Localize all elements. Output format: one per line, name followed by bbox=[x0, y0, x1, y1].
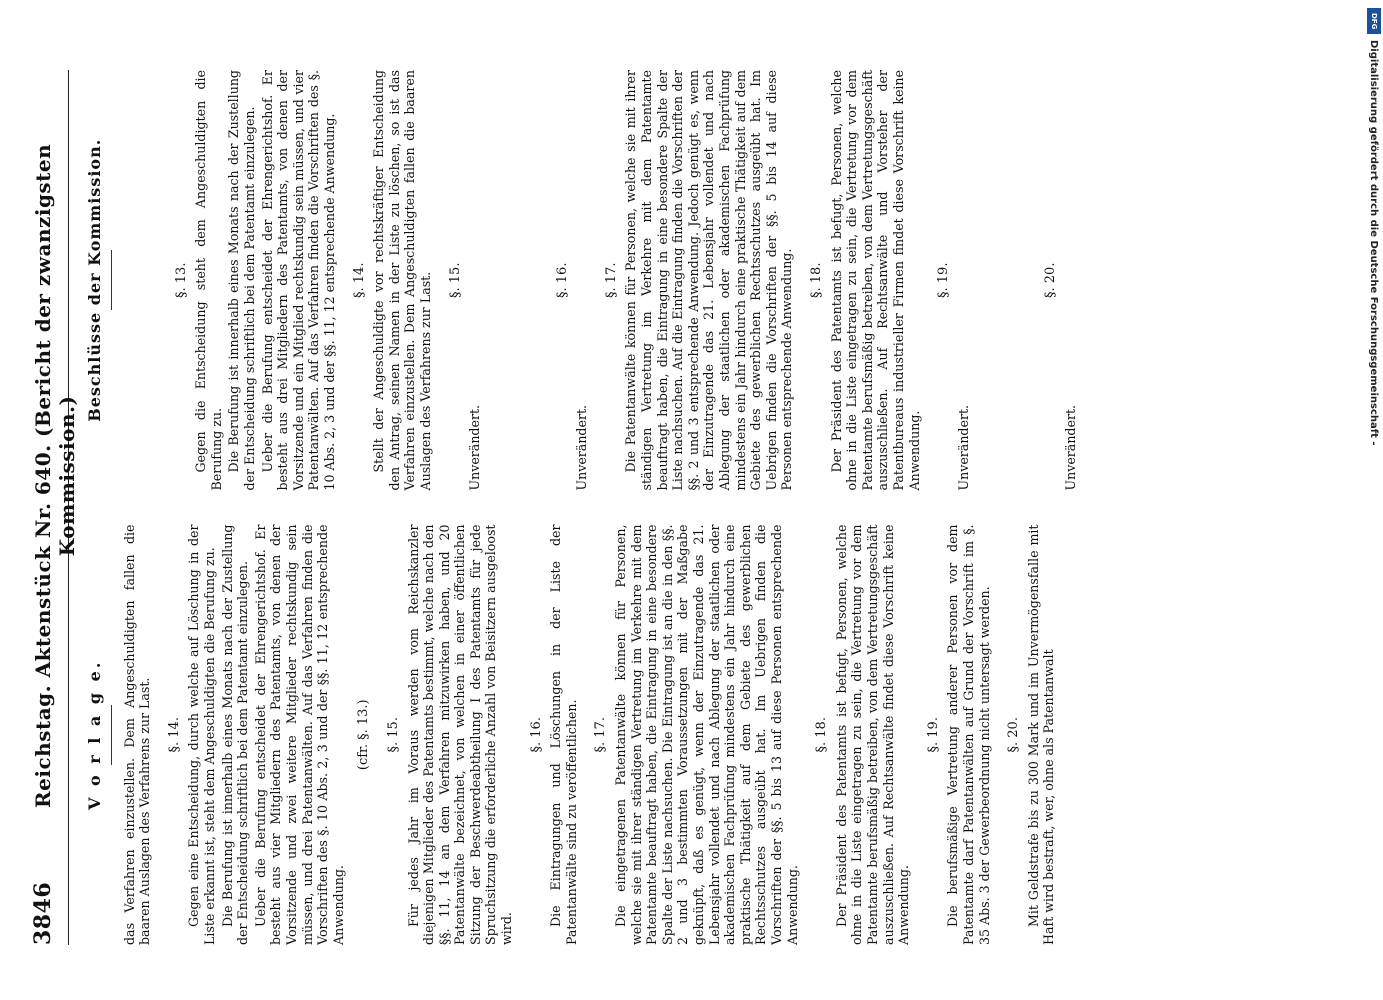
section-title: §. 13. bbox=[173, 262, 189, 298]
page-number: 3846 bbox=[30, 881, 56, 945]
column-heading-beschluesse: Beschlüsse der Kommission. bbox=[85, 138, 104, 422]
section-title: §. 14. bbox=[166, 717, 182, 753]
running-title: Reichstag. Aktenstück Nr. 640. (Bericht der zwanzigsten Kommission.) bbox=[31, 143, 79, 808]
paragraph: Die Patentanwälte können für Personen, welche sie mit ihrer ständigen Vertretung im Verkehre mit dem Patentamte beauftragt haben, die Eintragung in eine besondere Spalte der Liste nachsuchen. Auf die Eintragung finden die Vorschriften der §§. 2 und 3 entsprechende Anwendung. Jedoch genügt es, wenn der Einzutragende das 21. Lebensjahr vollendet und nach Ablegung der staatlichen oder akademischen Fachprüfung mindestens ein Jahr hindurch eine praktische Thätigkeit auf dem Gebiete des gewerblichen Rechtsschutzes ausgeübt hat. Im Uebrigen finden die Vorschriften der §§. 5 bis 14 auf diese Personen entsprechende Anwendung. bbox=[623, 70, 795, 491]
column-heading-vorlage: V o r l a g e. bbox=[85, 659, 104, 810]
section-title: §. 16. bbox=[528, 717, 544, 753]
column-vorlage bbox=[83, 525, 1081, 946]
digitization-note bbox=[1365, 40, 1383, 940]
section-title: §. 20. bbox=[1043, 262, 1059, 298]
section-title: §. 19. bbox=[925, 717, 941, 753]
column-beschluesse bbox=[83, 70, 1081, 491]
section-title: §. 17. bbox=[603, 262, 619, 298]
section-title: §. 15. bbox=[447, 262, 463, 298]
section-title: §. 15. bbox=[385, 717, 401, 753]
section-title: §. 18. bbox=[809, 262, 824, 298]
section-title: §. 14. bbox=[351, 262, 367, 298]
section-title: §. 17. bbox=[593, 717, 609, 753]
heading-rule bbox=[111, 705, 112, 765]
paragraph: Die Berufung ist innerhalb eines Monats nach der Zustellung der Entscheidung schriftlich bei dem Patentamt einzulegen. bbox=[219, 524, 251, 945]
paragraph: Unverändert. bbox=[1062, 404, 1078, 491]
section-title: §. 19. bbox=[936, 262, 952, 298]
dfg-logo: DFG bbox=[1367, 8, 1381, 34]
paragraph: Ueber die Berufung entscheidet der Ehrengerichtshof. Er besteht aus vier Mitgliedern des Patentamts, von denen der Vorsitzende und zwei weitere Mitglieder rechtskundig sein müssen, und drei Patentanwälten. Auf das Verfahren finden die Vorschriften des §. 10 Abs. 2, 3 und der §§. 11, 12 entsprechende Anwendung. bbox=[252, 524, 346, 945]
digitization-note-text: Digitalisierung gefördert durch die Deutsche Forschungsgemeinschaft - bbox=[1368, 40, 1379, 446]
paragraph: Die Eintragungen und Löschungen in der Liste der Patentanwälte sind zu veröffentlichen. bbox=[548, 524, 579, 945]
section-title: §. 20. bbox=[1006, 717, 1022, 753]
cross-reference: (cfr. §. 13.) bbox=[356, 699, 372, 771]
paragraph: Die eingetragenen Patentanwälte können für Personen, welche sie mit ihrer ständigen Vertretung im Verkehre mit dem Patentamte beauftragt haben, die Eintragung in eine besondere Spalte der Liste nachsuchen. Die Eintragung ist an die in den §§. 2 und 3 bestimmten Voraussetzungen mit der Maßgabe geknüpft, daß es genügt, wenn der Einzutragende das 21. Lebensjahr vollendet und nach Ablegung der staatlichen oder akademischen Fachprüfung mindestens ein Jahr hindurch eine praktische Thätigkeit auf dem Gebiete des gewerblichen Rechtsschutzes ausgeübt hat. Im Uebrigen finden die Vorschriften der §§. 5 bis 13 auf diese Personen entsprechende Anwendung. bbox=[613, 524, 800, 945]
paragraph: Stellt der Angeschuldigte vor rechtskräftiger Entscheidung den Antrag, seinen Namen in der Liste zu löschen, so ist das Verfahren einzustellen. Dem Angeschuldigten fallen die baaren Auslagen des Verfahrens zur Last. bbox=[371, 70, 433, 491]
paragraph: Die Berufung ist innerhalb eines Monats nach der Zustellung der Entscheidung schriftlich bei dem Patentamt einzulegen. bbox=[226, 70, 257, 491]
paragraph: Mit Geldstrafe bis zu 300 Mark und im Unvermögensfalle mit Haft wird bestraft, wer, ohne als Patentanwalt bbox=[1025, 524, 1057, 945]
paragraph: Gegen eine Entscheidung, durch welche auf Löschung in der Liste erkannt ist, steht dem Angeschuldigten die Berufung zu. bbox=[186, 524, 217, 945]
section-title: §. 16. bbox=[554, 262, 570, 298]
paragraph: Unverändert. bbox=[574, 404, 590, 491]
paragraph: Die berufsmäßige Vertretung anderer Personen vor dem Patentamte darf Patentanwälten auf Grund der Vorschrift im §. 35 Abs. 3 der Gewerbeordnung nicht untersagt werden. bbox=[945, 524, 992, 945]
heading-rule bbox=[111, 250, 112, 310]
paragraph: das Verfahren einzustellen. Dem Angeschuldigten fallen die baaren Auslagen des Verfahrens zur Last. bbox=[121, 524, 153, 945]
paragraph: Der Präsident des Patentamts ist befugt, Personen, welche ohne in die Liste eingetragen zu sein, die Vertretung vor dem Patentamte berufsmäßig betreiben, von dem Vertretungsgeschäft auszuschließen. Auf Rechtsanwälte und Vorsteher der Patentbureaus industrieller Firmen findet diese Vorschrift keine Anwendung. bbox=[828, 70, 922, 491]
paragraph: Unverändert. bbox=[467, 404, 483, 491]
paragraph: Ueber die Berufung entscheidet der Ehrengerichtshof. Er besteht aus drei Mitgliedern des Patentamts, von denen der Vorsitzende und ein Mitglied rechtskundig sein müssen, und vier Patentanwälten. Auf das Verfahren finden die Vorschriften des §. 10 Abs. 2, 3 und der §§. 11, 12 entsprechende Anwendung. bbox=[259, 70, 337, 491]
paragraph: Gegen die Entscheidung steht dem Angeschuldigten die Berufung zu. bbox=[193, 70, 224, 491]
page-header bbox=[30, 70, 79, 945]
paragraph: Unverändert. bbox=[955, 404, 971, 491]
paragraph: Für jedes Jahr im Voraus werden vom Reichskanzler diejenigen Mitglieder des Patentamts bestimmt, welche nach den §§. 11, 14 an dem Verfahren mitzuwirken haben, und 20 Patentanwälte bezeichnet, von welchen in einer öffentlichen Sitzung der Beschwerdeabtheilung I des Patentamts für jede Spruchsitzung die erforderliche Anzahl von Beisitzern ausgeloost wird. bbox=[405, 524, 515, 945]
paragraph: Der Präsident des Patentamts ist befugt, Personen, welche ohne in die Liste eingetragen zu sein, die Vertretung vor dem Patentamte berufsmäßig betreiben, von dem Vertretungsgeschäft auszuschließen. Auf Rechtsanwälte findet diese Vorschrift keine Anwendung. bbox=[833, 524, 912, 945]
section-title: §. 18. bbox=[814, 717, 830, 753]
